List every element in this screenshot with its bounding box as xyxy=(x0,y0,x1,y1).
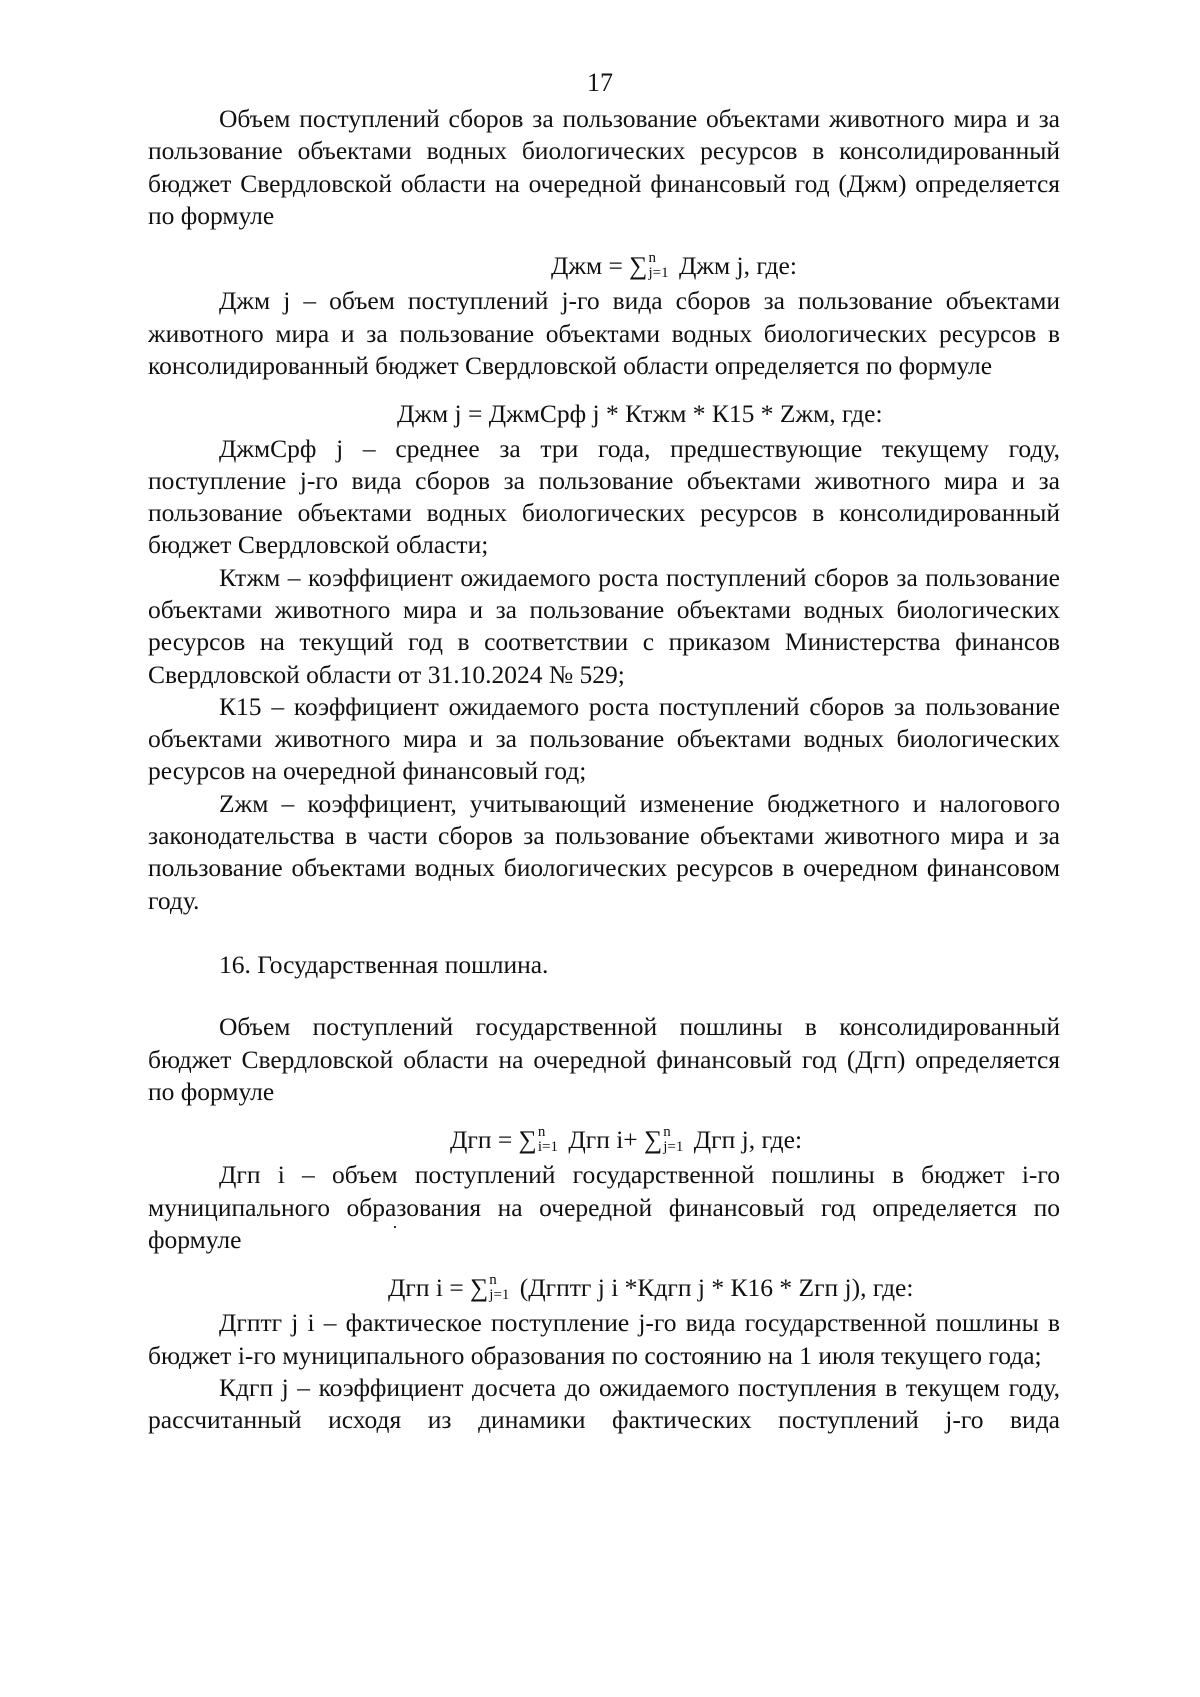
sum-limits xyxy=(663,1125,683,1155)
formula-lhs: Дгп = xyxy=(450,1125,519,1155)
sum-limits xyxy=(489,1273,509,1303)
formula-middle: Дгп i+ xyxy=(561,1125,645,1155)
formula-rhs: Дгп j, где: xyxy=(687,1125,803,1155)
sum-symbol: ∑ xyxy=(644,1125,663,1155)
sum-upper-limit: n xyxy=(489,1272,497,1289)
paragraph-dgp-i-definition: Дгп i – объем поступлений государственной пошлины в бюджет i-го муниципального образования на очередной финансовый год определяется по формуле xyxy=(148,1160,1060,1254)
sum-lower-limit: j=1 xyxy=(663,1139,684,1156)
formula-dgp-total xyxy=(148,1124,1060,1157)
formula-djm-total xyxy=(148,250,1060,283)
formula-dgp-i xyxy=(148,1272,1060,1305)
sum-limits xyxy=(538,1125,558,1155)
page-number: 17 xyxy=(587,68,613,97)
paragraph-djmsrf-definition: ДжмСрф j – среднее за три года, предшествующие текущему году, поступление j-го вида сборов за пользование объектами животного мира и за пользование объектами водных биологических ресурсов в консолидированный бюджет Свердловской области; xyxy=(148,433,1060,560)
paragraph-dgptg-definition: Дгптг j i – фактическое поступление j-го вида государственной пошлины в бюджет i-го муниципального образования по состоянию на 1 июля текущего года; xyxy=(148,1308,1060,1370)
paragraph-djm-j-definition: Джм j – объем поступлений j-го вида сборов за пользование объектами животного мира и за пользование объектами водных биологических ресурсов в консолидированный бюджет Свердловской области определяется по формуле xyxy=(148,286,1060,380)
paragraph-k15-definition: К15 – коэффициент ожидаемого роста поступлений сборов за пользование объектами животного мира и за пользование объектами водных биологических ресурсов на очередной финансовый год; xyxy=(148,691,1060,786)
formula-rhs: Джм j, где: xyxy=(672,251,797,281)
formula-lhs: Джм = xyxy=(551,251,630,281)
sum-symbol: ∑ xyxy=(629,251,648,281)
paragraph-volume-state-duty: Объем поступлений государственной пошлины в консолидированный бюджет Свердловской области на очередной финансовый год (Дгп) определяется по формуле xyxy=(148,1012,1060,1106)
sum-symbol: ∑ xyxy=(518,1125,537,1155)
scan-speck xyxy=(394,1226,396,1228)
spacer xyxy=(148,981,1060,1011)
formula-djm-j: Джм j = ДжмСрф j * Ктжм * К15 * Zжм, где: xyxy=(397,399,883,429)
formula-rhs: (Дгптг j i *Кдгп j * К16 * Zгп j), где: xyxy=(513,1273,914,1303)
sum-lower-limit: j=1 xyxy=(489,1287,510,1304)
sum-lower-limit: i=1 xyxy=(537,1139,558,1156)
paragraph-ktjm-definition: Ктжм – коэффициент ожидаемого роста поступлений сборов за пользование объектами животного мира и за пользование объектами водных биологических ресурсов на текущий год в соответствии с приказом Министерства финансов Свердловской области от 31.10.2024 № 529; xyxy=(148,562,1060,689)
sum-lower-limit: j=1 xyxy=(648,265,669,282)
document-body xyxy=(148,103,1060,1437)
spacer xyxy=(148,917,1060,949)
formula-lhs: Дгп i = xyxy=(388,1273,471,1303)
section-heading-state-duty: 16. Государственная пошлина. xyxy=(219,949,549,979)
sum-symbol: ∑ xyxy=(470,1273,489,1303)
sum-limits xyxy=(648,251,668,281)
sum-upper-limit: n xyxy=(663,1124,671,1141)
sum-upper-limit: n xyxy=(648,250,656,267)
paragraph-volume-fees-wildlife: Объем поступлений сборов за пользование объектами животного мира и за пользование объектами водных биологических ресурсов в консолидированный бюджет Свердловской области на очередной финансовый год (Джм) определяется по формуле xyxy=(148,104,1060,230)
paragraph-zjm-definition: Zжм – коэффициент, учитывающий изменение бюджетного и налогового законодательства в части сборов за пользование объектами животного мира и за пользование объектами водных биологических ресурсов в очередном финансовом году. xyxy=(148,788,1060,915)
sum-upper-limit: n xyxy=(537,1124,546,1141)
paragraph-kdgp-definition: Кдгп j – коэффициент досчета до ожидаемого поступления в текущем году, рассчитанный исходя из динамики фактических поступлений j-го вида xyxy=(148,1372,1060,1435)
